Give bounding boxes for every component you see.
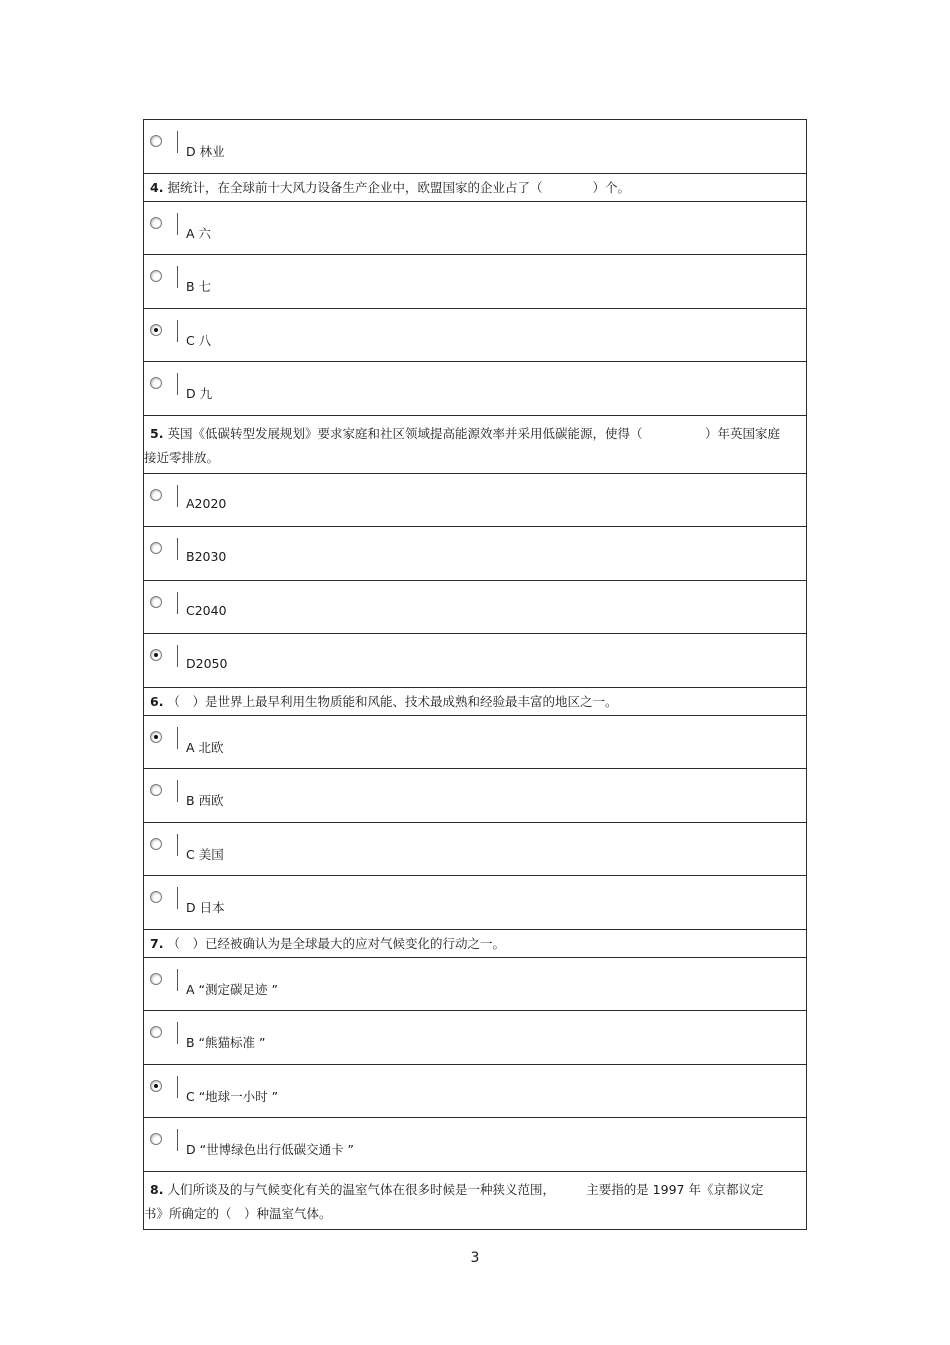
radio-icon[interactable] <box>150 270 162 282</box>
question-number: 8. <box>150 1181 164 1197</box>
answer-option[interactable] <box>144 1011 806 1065</box>
divider <box>177 131 178 153</box>
option-label: C2040 <box>186 602 227 618</box>
radio-icon[interactable] <box>150 217 162 229</box>
radio-icon[interactable] <box>150 135 162 147</box>
radio-icon[interactable] <box>150 596 162 608</box>
option-label: A “测定碳足迹 ” <box>186 981 278 997</box>
radio-icon[interactable] <box>150 838 162 850</box>
divider <box>177 1129 178 1151</box>
question-stem: （ ）已经被确认为是全球最大的应对气候变化的行动之一。 <box>167 935 505 951</box>
radio-icon[interactable] <box>150 1133 162 1145</box>
answer-option[interactable] <box>144 876 806 930</box>
option-label: B 七 <box>186 279 212 294</box>
question-row <box>144 1172 806 1230</box>
divider <box>177 1022 178 1044</box>
answer-option[interactable] <box>144 362 806 416</box>
radio-icon[interactable] <box>150 542 162 554</box>
quiz-sheet <box>143 119 807 1230</box>
radio-checked-icon[interactable] <box>150 1080 162 1092</box>
option-label: D “世博绿色出行低碳交通卡 ” <box>186 1142 355 1157</box>
divider <box>177 538 178 560</box>
option-label: B 西欧 <box>186 793 224 808</box>
divider <box>177 373 178 395</box>
option-label: D 日本 <box>186 900 225 915</box>
answer-option[interactable] <box>144 634 806 688</box>
radio-checked-icon[interactable] <box>150 731 162 743</box>
answer-option[interactable] <box>144 1065 806 1119</box>
answer-option[interactable] <box>144 202 806 256</box>
answer-option[interactable] <box>144 527 806 581</box>
divider <box>177 266 178 288</box>
option-label: C 八 <box>186 332 212 348</box>
answer-option[interactable] <box>144 581 806 635</box>
divider <box>177 969 178 991</box>
question-stem: 英国《低碳转型发展规划》要求家庭和社区领域提高能源效率并采用低碳能源，使得（ ）年英国家庭 <box>167 425 780 441</box>
question-number: 4. <box>150 179 164 195</box>
question-stem: 据统计，在全球前十大风力设备生产企业中，欧盟国家的企业占了（ ）个。 <box>167 179 630 195</box>
divider <box>177 727 178 749</box>
divider <box>177 213 178 235</box>
answer-option[interactable] <box>144 823 806 877</box>
radio-checked-icon[interactable] <box>150 649 162 661</box>
answer-option[interactable] <box>144 474 806 528</box>
answer-option[interactable] <box>144 958 806 1012</box>
option-label: C 美国 <box>186 846 224 862</box>
radio-icon[interactable] <box>150 489 162 501</box>
divider <box>177 1076 178 1098</box>
option-label: D2050 <box>186 656 228 671</box>
option-label: A 北欧 <box>186 739 224 755</box>
radio-icon[interactable] <box>150 784 162 796</box>
answer-option[interactable] <box>144 716 806 770</box>
radio-icon[interactable] <box>150 1026 162 1038</box>
divider <box>177 485 178 507</box>
question-text <box>144 688 806 714</box>
answer-option[interactable] <box>144 769 806 823</box>
option-label: D 九 <box>186 386 213 401</box>
option-label: C “地球一小时 ” <box>186 1088 279 1104</box>
divider <box>177 320 178 342</box>
question-number: 5. <box>150 425 164 441</box>
question-row <box>144 688 806 716</box>
question-number: 6. <box>150 693 164 709</box>
question-text <box>144 174 806 200</box>
divider <box>177 592 178 614</box>
answer-option[interactable] <box>144 1118 806 1172</box>
answer-option[interactable] <box>144 255 806 309</box>
question-stem: （ ）是世界上最早利用生物质能和风能、技术最成熟和经验最丰富的地区之一。 <box>167 693 618 709</box>
radio-icon[interactable] <box>150 973 162 985</box>
question-row <box>144 930 806 958</box>
divider <box>177 887 178 909</box>
option-label: A2020 <box>186 495 227 511</box>
question-stem-continued: 接近零排放。 <box>144 449 220 465</box>
option-label: B “熊猫标准 ” <box>186 1035 266 1050</box>
question-number: 7. <box>150 935 164 951</box>
radio-icon[interactable] <box>150 377 162 389</box>
answer-option[interactable] <box>144 309 806 363</box>
question-stem-continued: 书》所确定的（ ）种温室气体。 <box>144 1205 332 1221</box>
question-text <box>144 416 806 470</box>
divider <box>177 780 178 802</box>
question-row <box>144 174 806 202</box>
radio-icon[interactable] <box>150 891 162 903</box>
question-text <box>144 1172 806 1226</box>
option-label: B2030 <box>186 549 227 564</box>
option-label: A 六 <box>186 225 212 241</box>
answer-option[interactable] <box>144 120 806 174</box>
divider <box>177 645 178 667</box>
page-number: 3 <box>470 1250 480 1266</box>
question-text <box>144 930 806 956</box>
divider <box>177 834 178 856</box>
question-row <box>144 416 806 474</box>
radio-checked-icon[interactable] <box>150 324 162 336</box>
question-stem: 人们所谈及的与气候变化有关的温室气体在很多时候是一种狭义范围， 主要指的是 1997 年《京都议定 <box>167 1181 764 1197</box>
option-label: D 林业 <box>186 144 225 159</box>
